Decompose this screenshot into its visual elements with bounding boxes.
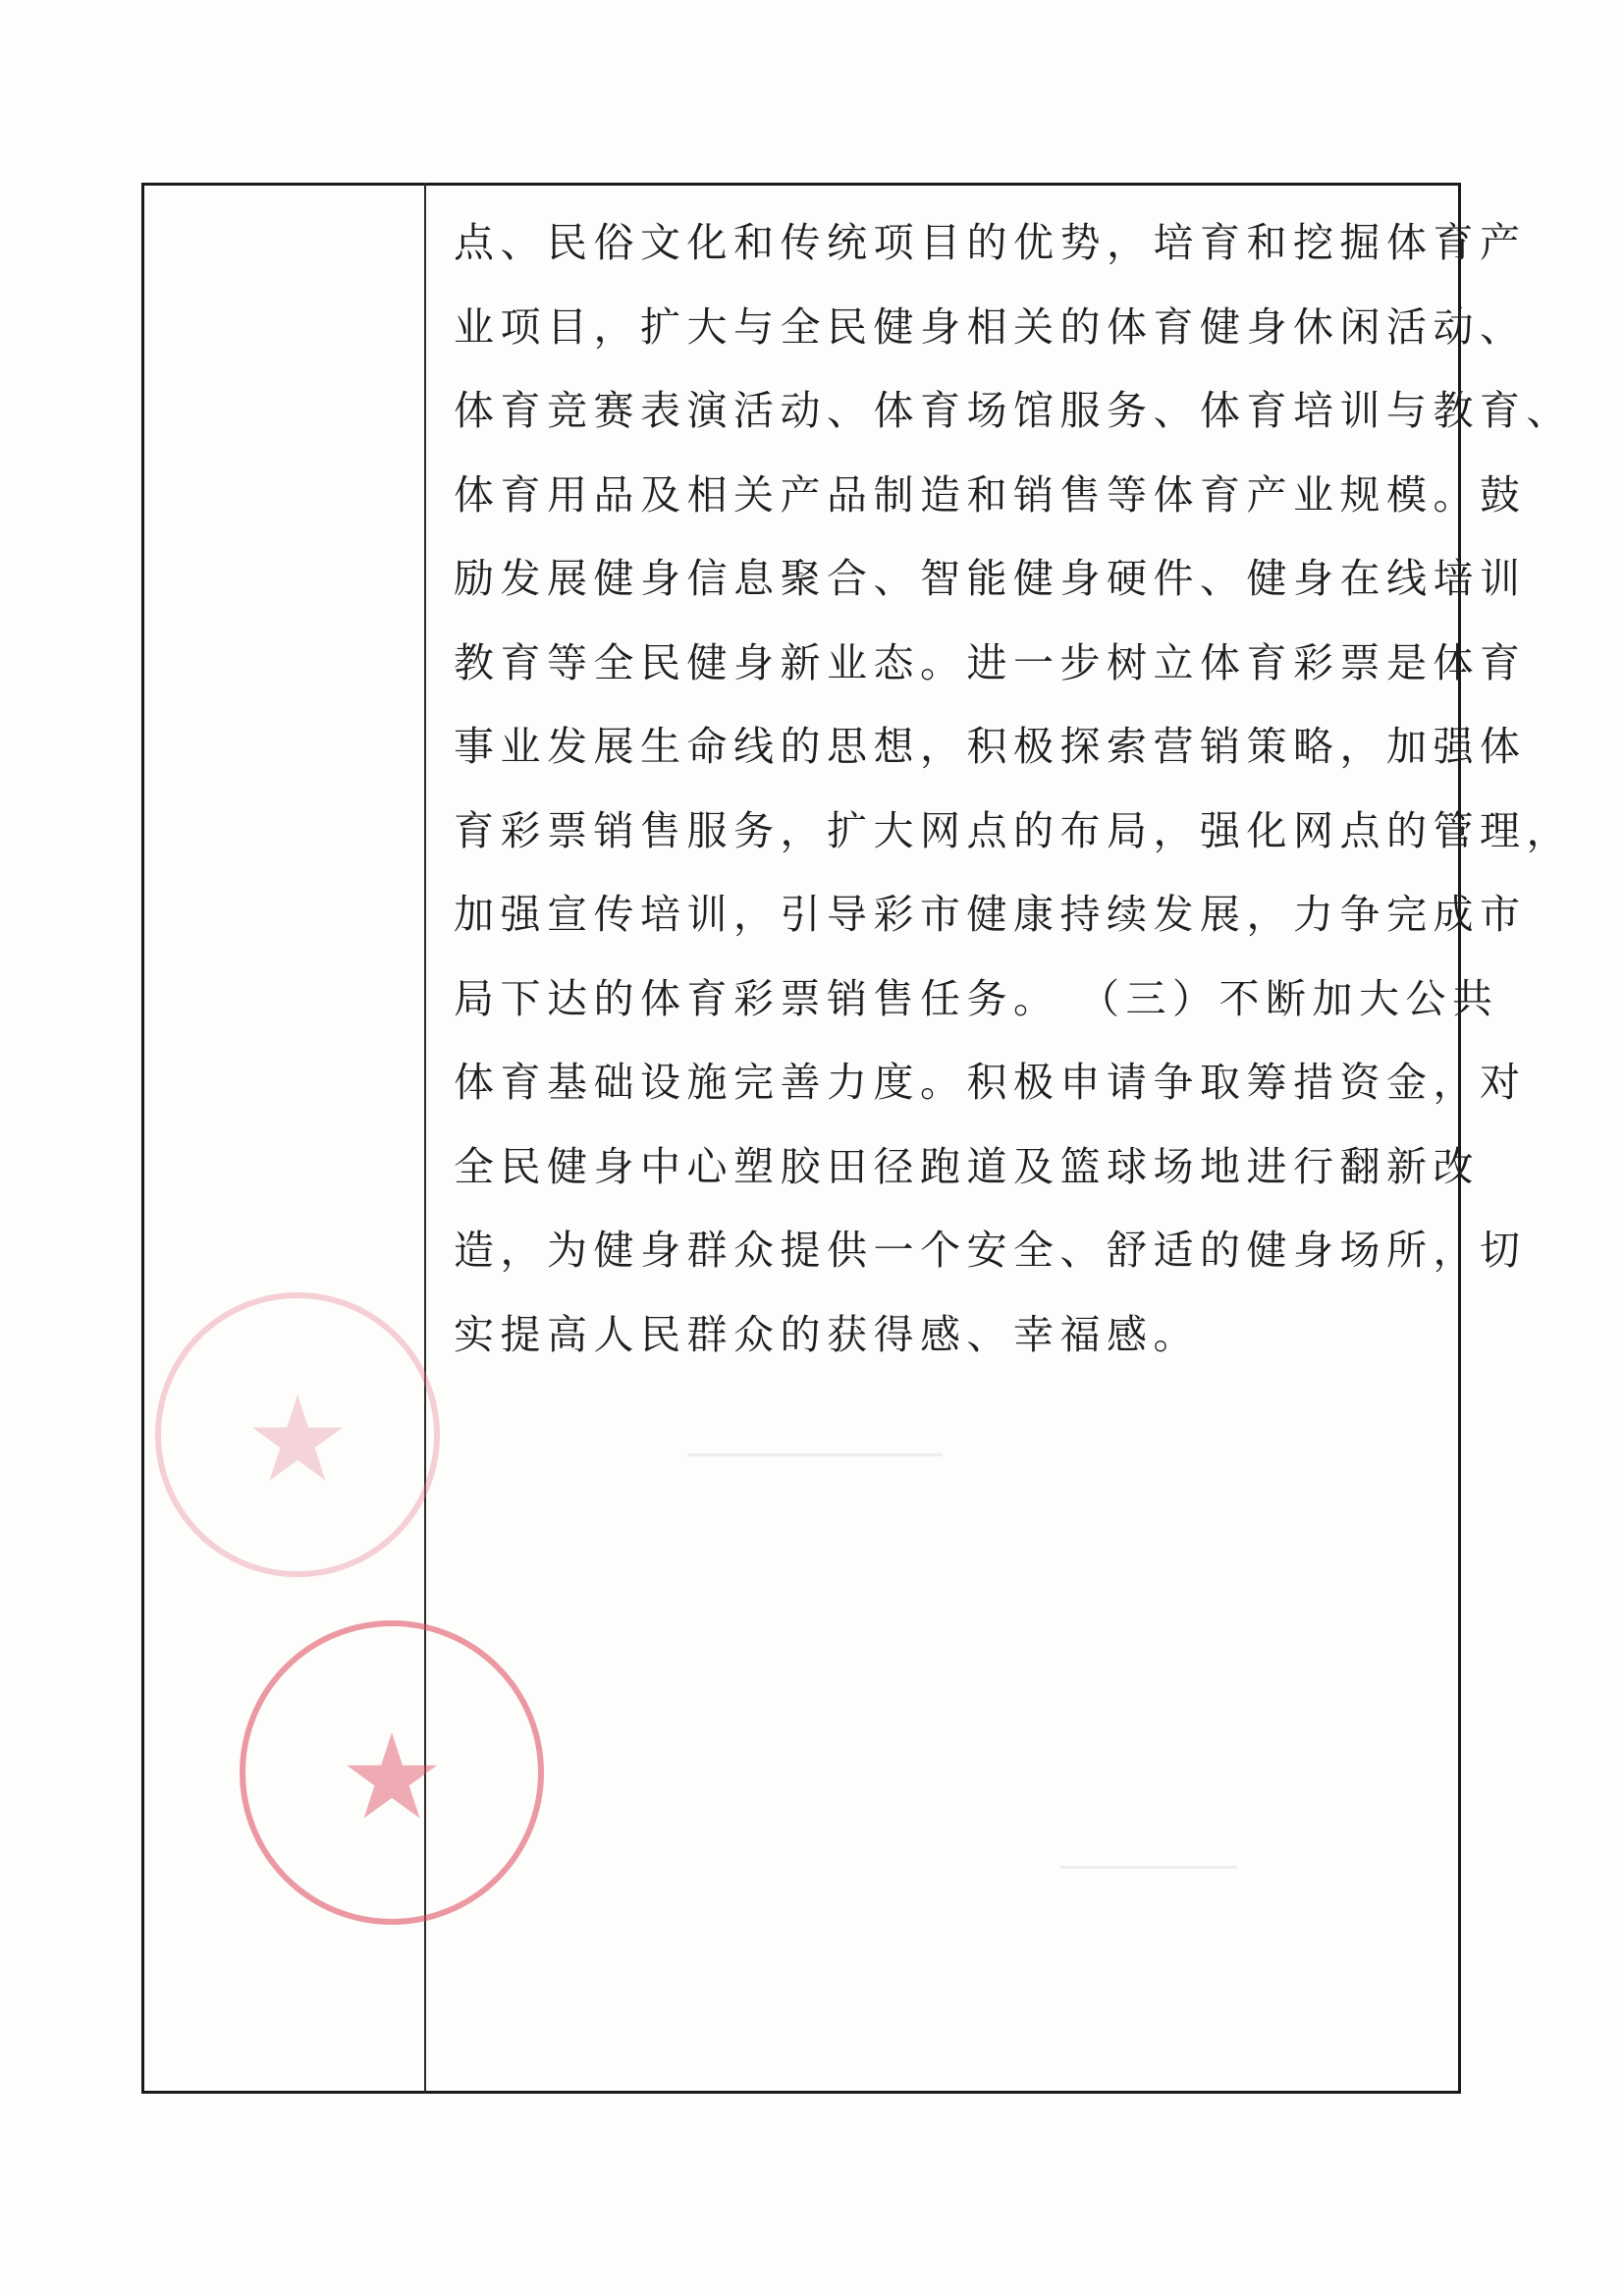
- bleed-through-mark: [687, 1453, 943, 1456]
- text-line: 实提高人民群众的获得感、幸福感。: [454, 1310, 1200, 1358]
- bleed-through-mark: [1060, 1866, 1237, 1869]
- text-line: 事业发展生命线的思想，积极探索营销策略，加强体: [454, 723, 1527, 770]
- text-line: 教育等全民健身新业态。进一步树立体育彩票是体育: [454, 638, 1527, 686]
- text-line: 业项目，扩大与全民健身相关的体育健身休闲活动、: [454, 302, 1527, 351]
- text-line: 励发展健身信息聚合、智能健身硬件、健身在线培训: [454, 555, 1527, 602]
- text-line: 造，为健身群众提供一个安全、舒适的健身场所，切: [454, 1227, 1527, 1274]
- text-line: 育彩票销售服务，扩大网点的布局，强化网点的管理，: [454, 806, 1573, 854]
- faded-seal: [155, 1292, 440, 1577]
- star-icon: ★: [244, 1371, 351, 1508]
- red-seal: [240, 1620, 544, 1925]
- text-line: 体育用品及相关产品制造和销售等体育产业规模。鼓: [454, 470, 1527, 519]
- text-line: 体育竞赛表演活动、体育场馆服务、体育培训与教育、: [454, 387, 1573, 434]
- text-line: 局下达的体育彩票销售任务。 （三）不断加大公共: [454, 974, 1499, 1022]
- text-line: 加强宣传培训，引导彩市健康持续发展，力争完成市: [454, 891, 1527, 938]
- text-line: 体育基础设施完善力度。积极申请争取筹措资金，对: [454, 1059, 1527, 1106]
- body-text: [454, 201, 1573, 1377]
- star-icon: ★: [339, 1709, 445, 1846]
- text-line: 点、民俗文化和传统项目的优势，培育和挖掘体育产: [454, 219, 1527, 266]
- text-line: 全民健身中心塑胶田径跑道及篮球场地进行翻新改: [454, 1142, 1480, 1190]
